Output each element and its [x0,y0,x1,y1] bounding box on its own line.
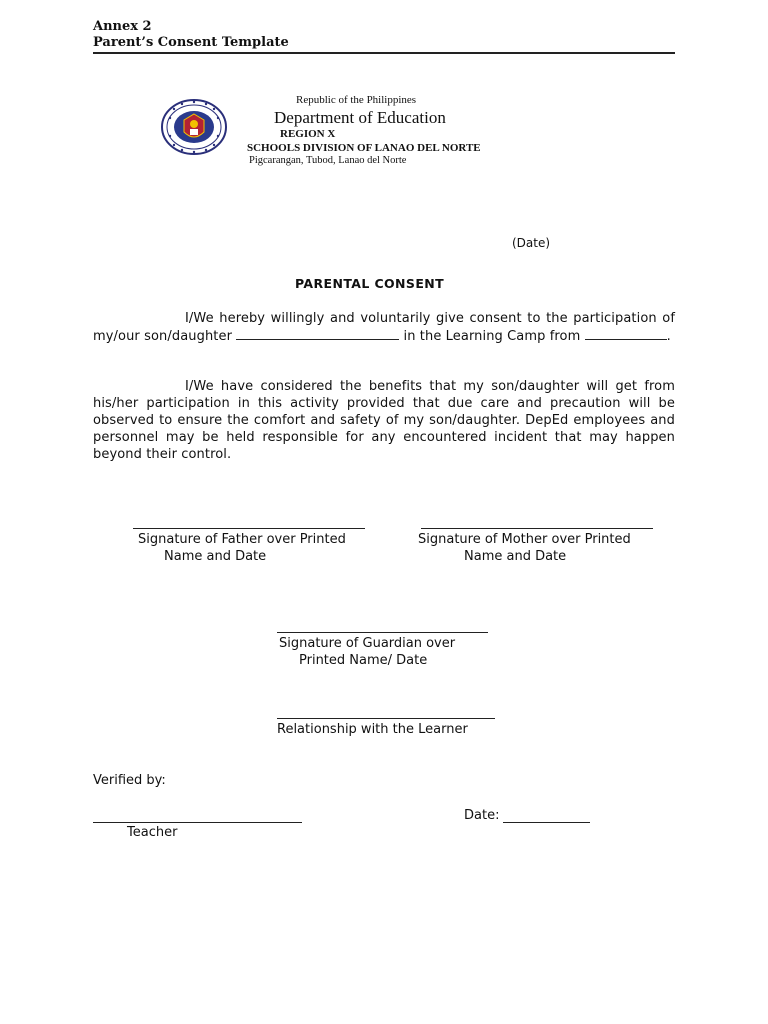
verification-date-label: Date: [464,808,500,823]
division-line: SCHOOLS DIVISION OF LANAO DEL NORTE [247,142,481,154]
document-title: PARENTAL CONSENT [295,276,445,291]
camp-date-blank[interactable] [585,327,667,340]
annex-title: Parent’s Consent Template [93,35,289,50]
consent-text-part1: I/We hereby willingly and voluntarily give consent to the participation of my/our son/daughter [93,311,675,344]
annex-number: Annex 2 [93,19,152,34]
mother-signature-line[interactable] [421,528,653,529]
consent-paragraph [93,310,675,345]
teacher-label: Teacher [127,825,178,840]
guardian-signature-sublabel: Printed Name/ Date [299,653,428,668]
teacher-signature-line[interactable] [93,822,302,823]
mother-signature-label: Signature of Mother over Printed [418,532,631,547]
date-placeholder: (Date) [512,236,551,250]
header-divider [93,52,675,54]
conditions-text: I/We have considered the benefits that my son/daughter will get from his/her participation in this activity provided that due care and precaution will be observed to ensure the comfort and safety of my son/daughter. DepEd employees and personnel may be held responsible for any encountered incident that may happen beyond their control. [93,379,675,462]
consent-text-part2: in the Learning Camp from [403,329,581,344]
relationship-label: Relationship with the Learner [277,722,468,737]
department-name: Department of Education [274,108,446,127]
father-signature-line[interactable] [133,528,365,529]
deped-seal-logo [160,98,228,156]
father-signature-sublabel: Name and Date [164,549,267,564]
child-name-blank[interactable] [236,327,399,340]
guardian-signature-label: Signature of Guardian over [279,636,456,651]
father-signature-label: Signature of Father over Printed [138,532,346,547]
conditions-paragraph [93,378,675,463]
region-line: REGION X [280,128,336,140]
guardian-signature-line[interactable] [277,632,488,633]
relationship-line[interactable] [277,718,495,719]
address-line: Pigcarangan, Tubod, Lanao del Norte [249,155,407,166]
republic-line: Republic of the Philippines [296,94,417,106]
verification-date-line[interactable] [503,822,590,823]
consent-text-part3: . [666,329,671,344]
verified-by-label: Verified by: [93,773,166,788]
mother-signature-sublabel: Name and Date [464,549,567,564]
